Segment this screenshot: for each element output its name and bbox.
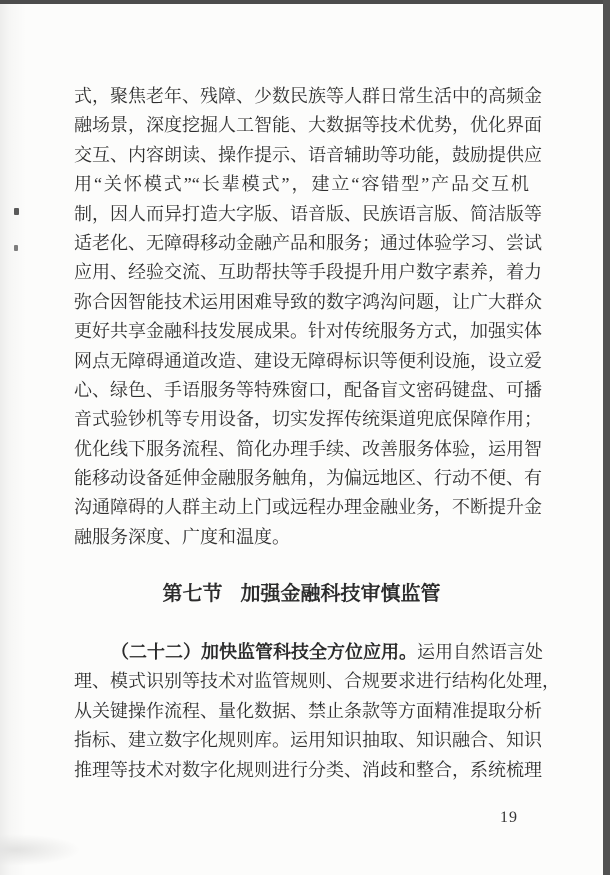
scan-border-top: [0, 0, 610, 4]
text-line: 能移动设备延伸金融服务触角，为偏远地区、行动不便、有: [74, 468, 542, 489]
text-line: 从关键操作流程、量化数据、禁止条款等方面精准提取分析: [74, 700, 542, 721]
page-number: 19: [500, 809, 518, 826]
text-line: 音式验钞机等专用设备，切实发挥传统渠道兜底保障作用；: [74, 409, 542, 430]
paragraph-clause-lines: [74, 667, 560, 785]
binding-mark: [14, 245, 18, 251]
section-heading-title: 加强金融科技审慎监管: [240, 583, 441, 605]
text-line: 弥合因智能技术运用困难导致的数字鸿沟问题，让广大群众: [74, 291, 542, 312]
text-line: 融服务深度、广度和温度。: [74, 526, 290, 547]
scan-border-right: [603, 0, 610, 875]
paragraph-clause: [74, 638, 560, 785]
text-line: 推理等技术对数字化规则进行分类、消歧和整合，系统梳理: [74, 759, 542, 780]
text-line: [74, 638, 543, 667]
text-line: 沟通障碍的人群主动上门或远程办理金融业务，不断提升金: [74, 497, 542, 518]
text-line: 心、绿色、手语服务等特殊窗口，配备盲文密码键盘、可播: [74, 379, 542, 400]
scan-smudge: [0, 834, 81, 866]
clause-lead-rest: 运用自然语言处: [417, 642, 543, 662]
text-line: 更好共享金融科技发展成果。针对传统服务方式，加强实体: [74, 321, 542, 342]
text-line: 交互、内容朗读、操作提示、语音辅助等功能，鼓励提供应: [74, 144, 542, 165]
binding-mark: [14, 208, 19, 215]
clause-lead: （二十二）加快监管科技全方位应用。: [111, 642, 417, 662]
text-line: 理、模式识别等技术对监管规则、合规要求进行结构化处理，: [74, 671, 560, 692]
text-line: 应用、经验交流、互助帮扶等手段提升用户数字素养，着力: [74, 262, 542, 283]
scan-left-shadow: [0, 4, 26, 875]
paragraph-body: [74, 82, 542, 552]
section-heading: [74, 579, 529, 609]
text-line: 适老化、无障碍移动金融产品和服务；通过体验学习、尝试: [74, 232, 542, 253]
text-line: 优化线下服务流程、简化办理手续、改善服务体验，运用智: [74, 438, 542, 459]
text-line: 融场景，深度挖掘人工智能、大数据等技术优势，优化界面: [74, 115, 542, 136]
section-heading-label: 第七节: [162, 583, 223, 605]
text-line: 网点无障碍通道改造、建设无障碍标识等便利设施，设立爱: [74, 350, 542, 371]
text-line: 用“关怀模式”“长辈模式”，建立“容错型”产品交互机: [74, 174, 529, 195]
text-line: 指标、建立数字化规则库。运用知识抽取、知识融合、知识: [74, 730, 542, 751]
text-line: 式，聚焦老年、残障、少数民族等人群日常生活中的高频金: [74, 86, 542, 106]
text-line: 制，因人而异打造大字版、语音版、民族语言版、简洁版等: [74, 203, 542, 224]
